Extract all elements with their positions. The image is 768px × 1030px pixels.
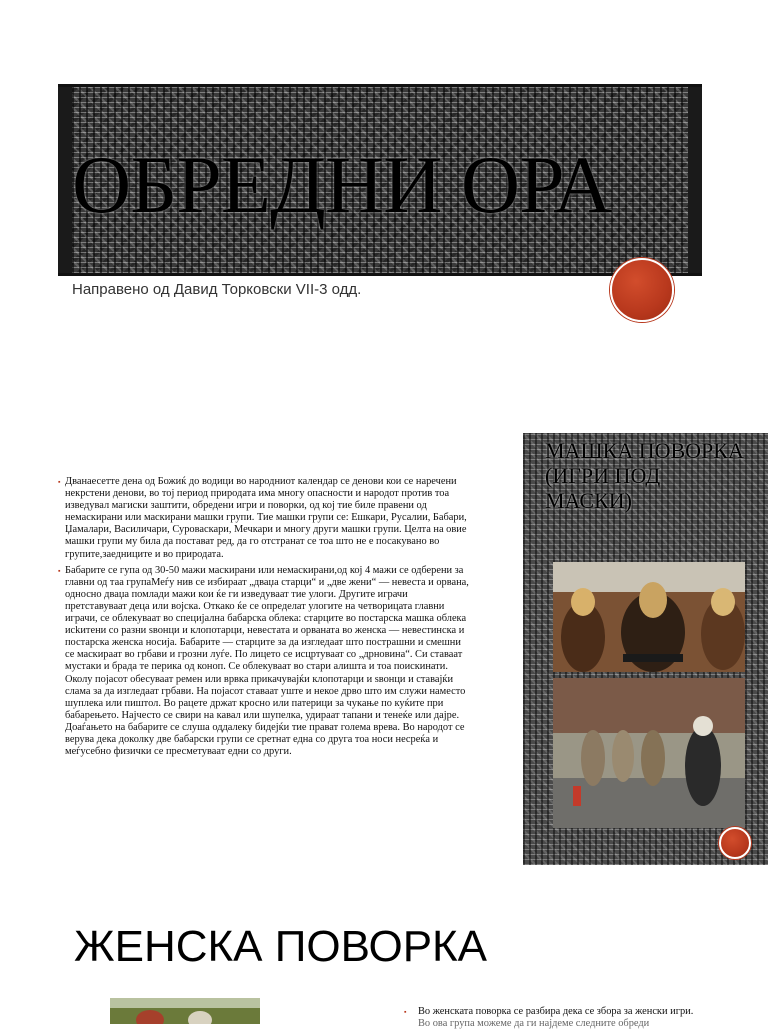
bullet-list	[58, 476, 470, 762]
masked-men-photo	[553, 562, 745, 672]
panel-title: МАШКА ПОВОРКА (ИГРИ ПОД МАСКИ)	[545, 438, 744, 513]
slide-subtitle: Направено од Давид Торковски VII-3 одд.	[72, 281, 362, 298]
bullet-text: Бабарите се гупа од 30-50 мажи маскирани или немаскирани,од кој 4 мажи се одберени за главни од таа групаМеѓу нив се избираат „дваџа старци“ и „две жени“ — невеста и орвана, односно дваџа помлади мажи кои ќе ги изведуваат тие улоги. Другите играчи претставуваат деца или војска. Откако ќе се определат улогите на четворицата главни играчи, се облекуваат во специјална бабарска облека: старците во постарска машка облека исkитени со разни ѕвонци и клопотарци, невестата и орваната во женска — невестинска и постарска женска носија. Бабарите — старците за да изгледаат што пострашни и смешни се маскираат во грбави и грозни луѓе. По лицето се исцртуваат со „дрновина“. Си ставаат мустаки и брада те перика од коноп. Се облекуваат во стари алишта и тоа поискинати. Околу појасот обесуваат ремен или врвка прикачувајќи клопотарци и ѕвонци и ставајќи слама за да изгледаат грбави. На појасот ставаат уште и некое дрво што им служи наместо шуплека или пиштол. Во рацете држат кросно или патерици за чукање по куќите при бабарењето. Најчесто се свири на кавал или шупелка, удираат тапани и тенеќе или дајре. Доаѓањето на бабарите се слуша оддалеку бидејќи тие прават голема врева. Во народот се верува дека доколку две бабарски групи се сретнат една со друга тоа носи несреќа и меѓусебно физички се пресметуваат едни со други.	[65, 564, 469, 758]
accent-circle-icon	[719, 827, 751, 859]
content-slide-male-procession	[0, 420, 768, 890]
title-slide	[0, 0, 768, 420]
list-item	[58, 476, 470, 561]
masked-men-illustration	[553, 562, 745, 672]
accent-circle-icon	[610, 258, 674, 322]
list-item	[404, 1006, 734, 1018]
female-procession-illustration	[110, 998, 260, 1024]
female-procession-photo	[110, 998, 260, 1024]
bullet-text: Дванаесетте дена од Божиќ до водици во народниот календар се денови кои се наречени некрстени денови, во тој период природата има многу опасности и народот против тоа изведувал магиски заштити, обредени игри и поворки, од кој тие биле правени од немаскирани или маскирани машки групи. Тие машки групи се: Ешкари, Русалии, Бабари, Џамалари, Василичари, Суроваскари, Мечкари и многу други машки групи. Целта на овие машки групи му била да постават ред, да го отстранат се тоа што не е посакувано во групите,заедниците и во природата.	[65, 476, 467, 560]
procession-street-photo	[553, 678, 745, 828]
slide-title: ОБРЕДНИ ОРА	[72, 139, 612, 230]
bullet-icon: ▪	[58, 478, 61, 486]
bullet-list	[404, 1006, 734, 1030]
bullet-text: Во ова група можеме да ги најдеме следните обреди	[418, 1018, 650, 1029]
bullet-icon: ▪	[404, 1008, 407, 1016]
list-item	[58, 565, 470, 759]
banner-edge-right	[688, 87, 702, 273]
bullet-icon: ▪	[58, 566, 61, 575]
list-item	[404, 1018, 734, 1030]
content-slide-female-procession	[0, 890, 768, 1029]
procession-illustration	[553, 678, 745, 828]
bullet-text: Во женската поворка се разбира дека се збора за женски игри.	[418, 1006, 694, 1017]
banner-edge-left	[58, 87, 72, 273]
slide-title: ЖЕНСКА ПОВОРКА	[74, 922, 488, 971]
